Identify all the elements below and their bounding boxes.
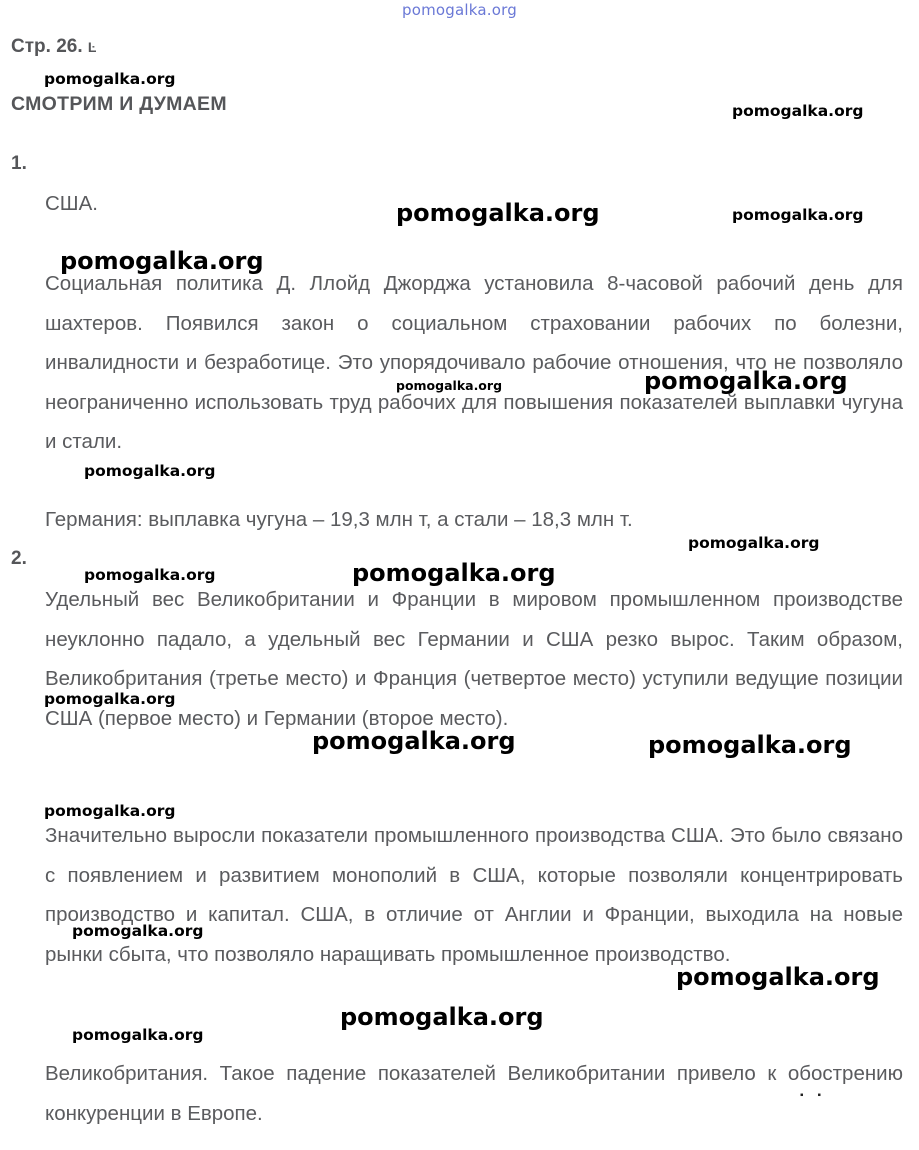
watermark: pomogalka.org bbox=[396, 199, 600, 227]
q2-paragraph-2: Значительно выросли показатели промышленного производства США. Это было связано с появлением и развитием монополий в США, которые позволяли концентрировать производство и капитал. США, в отличие от Англии и Франции, выходила на новые рынки сбыта, что позволяло наращивать промышленное производство. bbox=[45, 824, 903, 966]
scan-artifact: ▪▪ bbox=[800, 1090, 836, 1101]
q2-paragraph-1: Удельный вес Великобритании и Франции в мировом промышленном производстве неуклонно падало, а удельный вес Германии и США резко вырос. Таким образом, Великобритания (третье место) и Франция (четвертое место) уступили ведущие позиции США (первое место) и Германии (второе место). bbox=[45, 588, 903, 730]
site-header-watermark: pomogalka.org bbox=[402, 1, 517, 19]
q1-answer-country: США. bbox=[45, 192, 98, 215]
watermark: pomogalka.org bbox=[732, 206, 864, 224]
page-reference: Стр. 26. Ŀ bbox=[11, 36, 97, 57]
watermark: pomogalka.org bbox=[688, 534, 820, 552]
watermark: pomogalka.org bbox=[44, 802, 176, 820]
watermark: pomogalka.org bbox=[340, 1003, 544, 1031]
watermark: pomogalka.org bbox=[644, 367, 848, 395]
question-number-1: 1. bbox=[11, 153, 27, 174]
watermark: pomogalka.org bbox=[732, 102, 864, 120]
watermark: pomogalka.org bbox=[44, 70, 176, 88]
watermark: pomogalka.org bbox=[84, 566, 216, 584]
q1-paragraph: Социальная политика Д. Ллойд Джорджа установила 8-часовой рабочий день для шахтеров. Появился закон о социальном страховании рабочих по болезни, инвалидности и безработице. Это упорядочивало рабочие отношения, что не позволяло неограниченно использовать труд рабочих для повышения показателей выплавки чугуна и стали. bbox=[45, 272, 903, 454]
watermark: pomogalka.org bbox=[312, 727, 516, 755]
q2-paragraph-3: Великобритания. Такое падение показателей Великобритании привело к обострению конкуренции в Европе. bbox=[45, 1062, 903, 1125]
watermark: pomogalka.org bbox=[44, 690, 176, 708]
watermark: pomogalka.org bbox=[648, 731, 852, 759]
section-title: СМОТРИМ И ДУМАЕМ bbox=[11, 93, 227, 115]
watermark: pomogalka.org bbox=[352, 559, 556, 587]
watermark: pomogalka.org bbox=[60, 247, 264, 275]
question-number-2: 2. bbox=[11, 548, 27, 569]
watermark: pomogalka.org bbox=[84, 462, 216, 480]
watermark: pomogalka.org bbox=[676, 963, 880, 991]
watermark: pomogalka.org bbox=[72, 1026, 204, 1044]
watermark: pomogalka.org bbox=[72, 922, 204, 940]
watermark: pomogalka.org bbox=[396, 378, 503, 393]
q1-germany-figures: Германия: выплавка чугуна – 19,3 млн т, а стали – 18,3 млн т. bbox=[45, 508, 633, 531]
